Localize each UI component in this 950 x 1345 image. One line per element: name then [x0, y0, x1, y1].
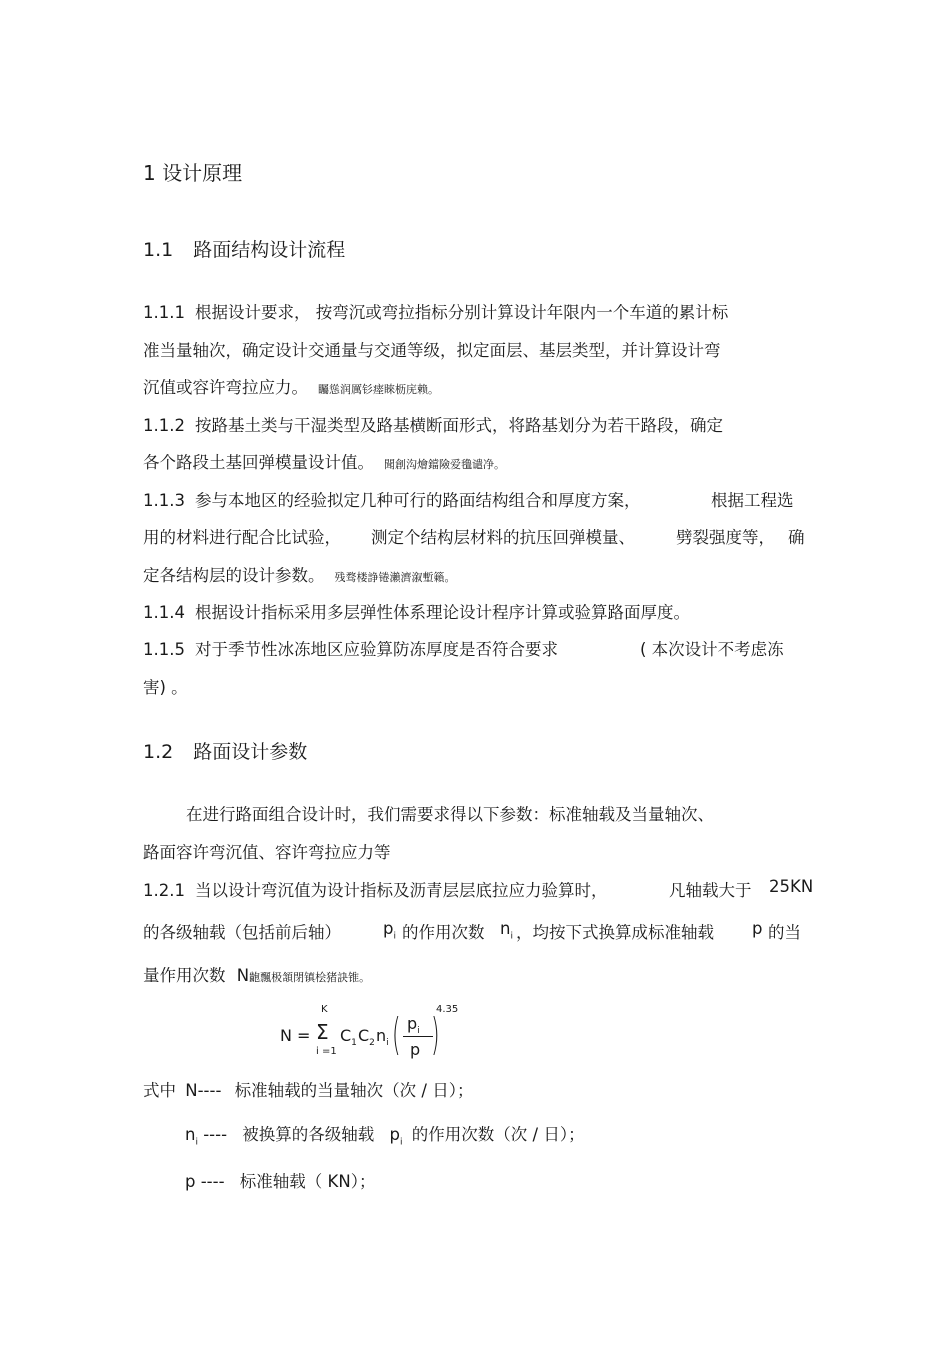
- paragraph-line: [143, 877, 607, 901]
- fraction-bar: [403, 1036, 433, 1037]
- symbol-pi: $p_i$: [383, 919, 396, 942]
- page-title: 1 设计原理: [143, 161, 243, 185]
- symbol-p: p: [752, 919, 763, 938]
- paragraph-text: 害) 。: [143, 678, 188, 697]
- formula-exponent: 4.35: [436, 1004, 459, 1015]
- paragraph-line: [143, 412, 723, 436]
- section-heading-1-1: [143, 235, 345, 262]
- paragraph-text: 的各级轴载（包括前后轴）: [143, 923, 341, 942]
- definition-line: $n_i$ ---- 被换算的各级轴载 $p_i$ 的作用次数（次 / 日）；: [185, 1125, 585, 1148]
- sum-lower-limit: i =1: [316, 1046, 337, 1057]
- section-title: 路面结构设计流程: [193, 239, 346, 261]
- paragraph-line: 准当量轴次，确定设计交通量与交通等级，拟定面层、基层类型，并计算设计弯: [143, 341, 721, 360]
- left-parenthesis: (: [392, 1009, 401, 1060]
- garbled-text: 矚慫润厲钐瘗睞枥庑赖。: [318, 383, 439, 396]
- garbled-text: 齙飄极頷閉镇桧猪訣锥。: [249, 971, 371, 984]
- sum-symbol: Σ: [316, 1020, 329, 1044]
- paragraph-text: 根据工程选: [711, 491, 794, 510]
- paragraph-text: 定各结构层的设计参数。: [143, 566, 325, 585]
- formula-c2: $C_2$: [358, 1026, 375, 1049]
- right-parenthesis: ): [431, 1009, 440, 1060]
- fraction-numerator: $p_i$: [407, 1014, 420, 1037]
- definition-line: 式中 N---- 标准轴载的当量轴次（次 / 日）；: [143, 1081, 474, 1100]
- paragraph-line: 在进行路面组合设计时，我们需要求得以下参数：标准轴载及当量轴次、: [186, 805, 714, 824]
- paragraph-text: 凡轴载大于: [669, 881, 752, 900]
- paragraph-line: [143, 562, 456, 586]
- paragraph-text: 确: [788, 528, 805, 547]
- paragraph-text: 根据设计要求， 按弯沉或弯拉指标分别计算设计年限内一个车道的累计标: [194, 303, 729, 322]
- paragraph-text: ( 本次设计不考虑冻: [640, 640, 784, 659]
- fraction-denominator: p: [410, 1040, 421, 1059]
- paragraph-text: 25KN: [769, 877, 814, 896]
- paragraph-text: 对于季节性冰冻地区应验算防冻厚度是否符合要求: [194, 640, 558, 659]
- item-number: 1.2.1: [143, 881, 185, 900]
- formula-lhs: N =: [280, 1026, 311, 1045]
- paragraph-text: 的当: [768, 923, 801, 942]
- item-number: 1.1.3: [143, 491, 185, 510]
- paragraph-text: 用的材料进行配合比试验，: [143, 528, 341, 547]
- section-title: 路面设计参数: [193, 741, 308, 763]
- formula-equivalent-axle: [280, 1004, 480, 1066]
- garbled-text: 聞創沟燴鐺險爱氇谴净。: [384, 458, 505, 471]
- paragraph-line: [143, 636, 558, 660]
- sum-upper-limit: K: [321, 1004, 328, 1015]
- paragraph-text: 沉值或容许弯拉应力。: [143, 378, 308, 397]
- symbol-N: N: [236, 966, 250, 985]
- paragraph-line: [143, 449, 505, 473]
- item-number: 1.1.1: [143, 303, 185, 322]
- section-number: 1.1: [143, 239, 174, 261]
- formula-ni: $n_i$: [376, 1026, 389, 1049]
- paragraph-text: 当以设计弯沉值为设计指标及沥青层层底拉应力验算时，: [194, 881, 608, 900]
- garbled-text: 残骛楼諍锩瀨濟溆塹籟。: [334, 571, 456, 584]
- paragraph-text: 参与本地区的经验拟定几种可行的路面结构组合和厚度方案，: [194, 491, 641, 510]
- paragraph-text: 测定个结构层材料的抗压回弹模量、: [371, 528, 635, 547]
- section-number: 1.2: [143, 741, 174, 763]
- item-number: 1.1.4: [143, 603, 185, 622]
- paragraph-text: 劈裂强度等，: [676, 528, 775, 547]
- paragraph-line: [143, 487, 640, 511]
- section-heading-1-2: [143, 737, 307, 764]
- paragraph-text: 按路基土类与干湿类型及路基横断面形式，将路基划分为若干路段，确定: [194, 416, 723, 435]
- paragraph-line: [143, 374, 439, 398]
- paragraph-line: [143, 962, 370, 986]
- paragraph-line: [143, 299, 728, 323]
- formula-c1: $C_1$: [340, 1026, 357, 1049]
- item-number: 1.1.2: [143, 416, 185, 435]
- paragraph-text: 的作用次数: [402, 923, 485, 942]
- paragraph-text: ，均按下式换算成标准轴载: [516, 923, 714, 942]
- paragraph-line: [143, 599, 690, 623]
- paragraph-line: 路面容许弯沉值、容许弯拉应力等: [143, 843, 391, 862]
- item-number: 1.1.5: [143, 640, 185, 659]
- symbol-ni: $n_i$: [500, 919, 513, 942]
- paragraph-text: 量作用次数: [143, 966, 226, 985]
- definition-line: p ---- 标准轴载（ KN）；: [185, 1172, 376, 1191]
- paragraph-text: 各个路段土基回弹模量设计值。: [143, 453, 374, 472]
- paragraph-text: 根据设计指标采用多层弹性体系理论设计程序计算或验算路面厚度。: [194, 603, 690, 622]
